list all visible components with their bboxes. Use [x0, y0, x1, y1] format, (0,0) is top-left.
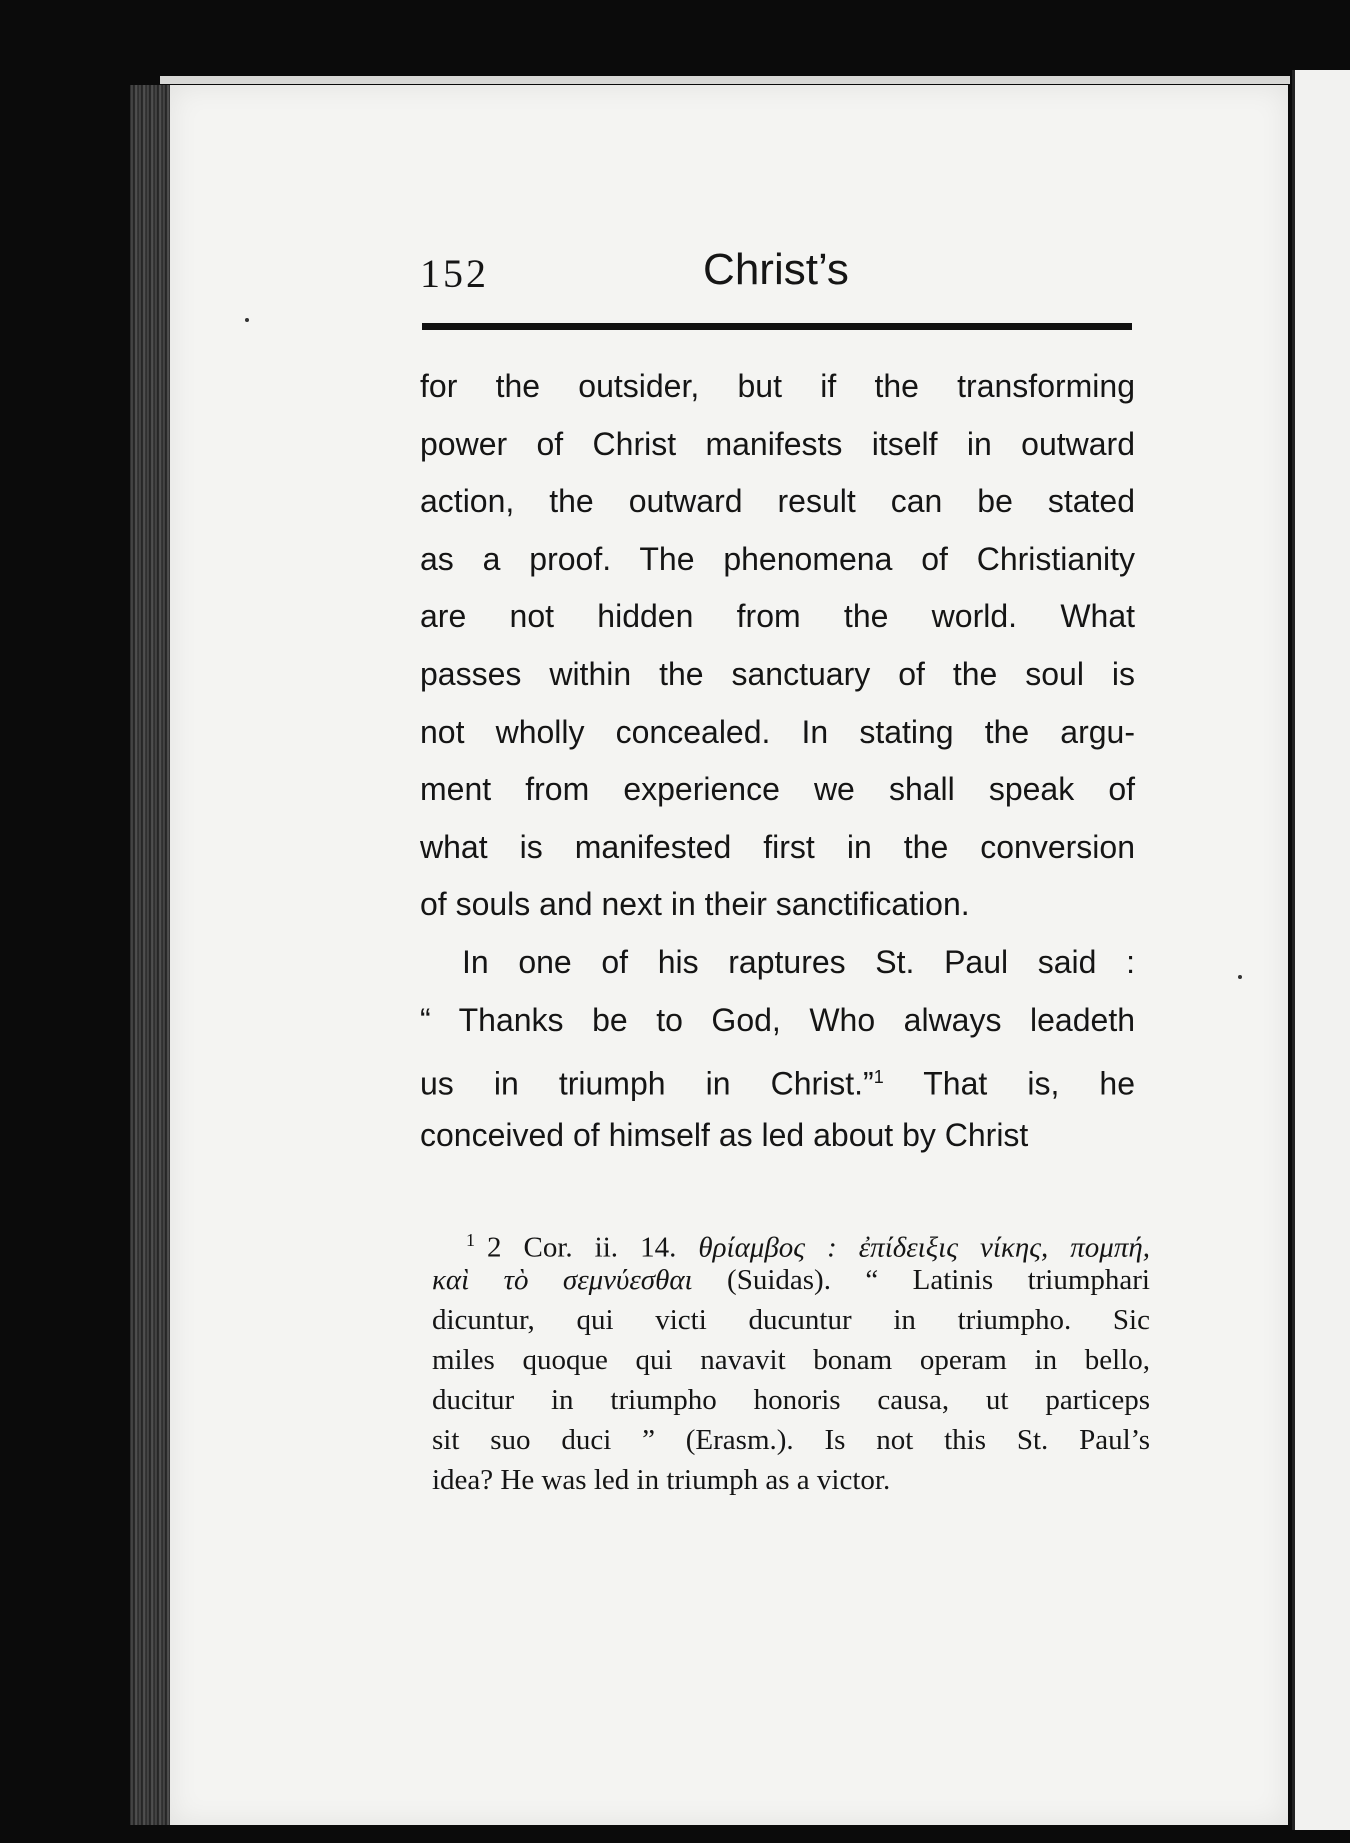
facing-page-edge	[1292, 70, 1350, 1830]
text-line: are not hidden from the world. What	[420, 598, 1135, 635]
text-segment: That is, he	[883, 1065, 1136, 1102]
footnote-line: dicuntur, qui victi ducuntur in triumpho. Sic	[432, 1304, 1150, 1336]
text-line-with-reference	[420, 1049, 1135, 1107]
dust-speck	[245, 318, 249, 322]
text-line: of souls and next in their sanctification.	[420, 886, 970, 923]
text-line: “ Thanks be to God, Who always leadeth	[420, 1001, 1135, 1038]
page-top-edge	[160, 76, 1290, 84]
footnote-segment: (Suidas). “ Latinis triumphari	[692, 1264, 1150, 1296]
text-line: as a proof. The phenomena of Christianity	[420, 540, 1135, 577]
text-line: conceived of himself as led about by Christ	[420, 1116, 1029, 1153]
page-header	[420, 245, 1132, 305]
footnote-line: miles quoque qui navavit bonam operam in bello,	[432, 1344, 1150, 1376]
footnote-marker: 1	[466, 1230, 475, 1250]
text-line: In one of his raptures St. Paul said :	[462, 943, 1135, 980]
greek-text: καὶ τὸ σεμνύεσθαι	[432, 1264, 693, 1296]
greek-text: θρίαμβος : ἐπίδειξις νίκης, πομπή,	[698, 1231, 1151, 1264]
running-head: Christ’s	[703, 245, 849, 294]
footnote-line: ducitur in triumpho honoris causa, ut particeps	[432, 1384, 1150, 1416]
header-rule	[422, 323, 1132, 330]
text-line: passes within the sanctuary of the soul is	[420, 655, 1135, 692]
text-line: what is manifested first in the conversion	[420, 828, 1135, 865]
footnote-line	[432, 1260, 1150, 1300]
text-line: not wholly concealed. In stating the argu-	[420, 713, 1135, 750]
text-line: action, the outward result can be stated	[420, 483, 1135, 520]
footnote-line: idea? He was led in triumph as a victor.	[432, 1464, 891, 1496]
text-line: power of Christ manifests itself in outward	[420, 425, 1135, 462]
text-line: for the outsider, but if the transforming	[420, 368, 1135, 404]
dust-speck	[1238, 975, 1242, 979]
text-line: ment from experience we shall speak of	[420, 771, 1135, 808]
footnote	[432, 1220, 1150, 1500]
footnote-line	[432, 1220, 1151, 1264]
footnote-citation: 2 Cor. ii. 14.	[487, 1231, 699, 1264]
footnote-line: sit suo duci ” (Erasm.). Is not this St. Paul’s	[432, 1424, 1150, 1456]
body-text	[420, 358, 1135, 1164]
page-number: 152	[420, 251, 489, 296]
text-segment: us in triumph in Christ.”	[420, 1065, 874, 1102]
footnote-reference: 1	[873, 1067, 884, 1088]
